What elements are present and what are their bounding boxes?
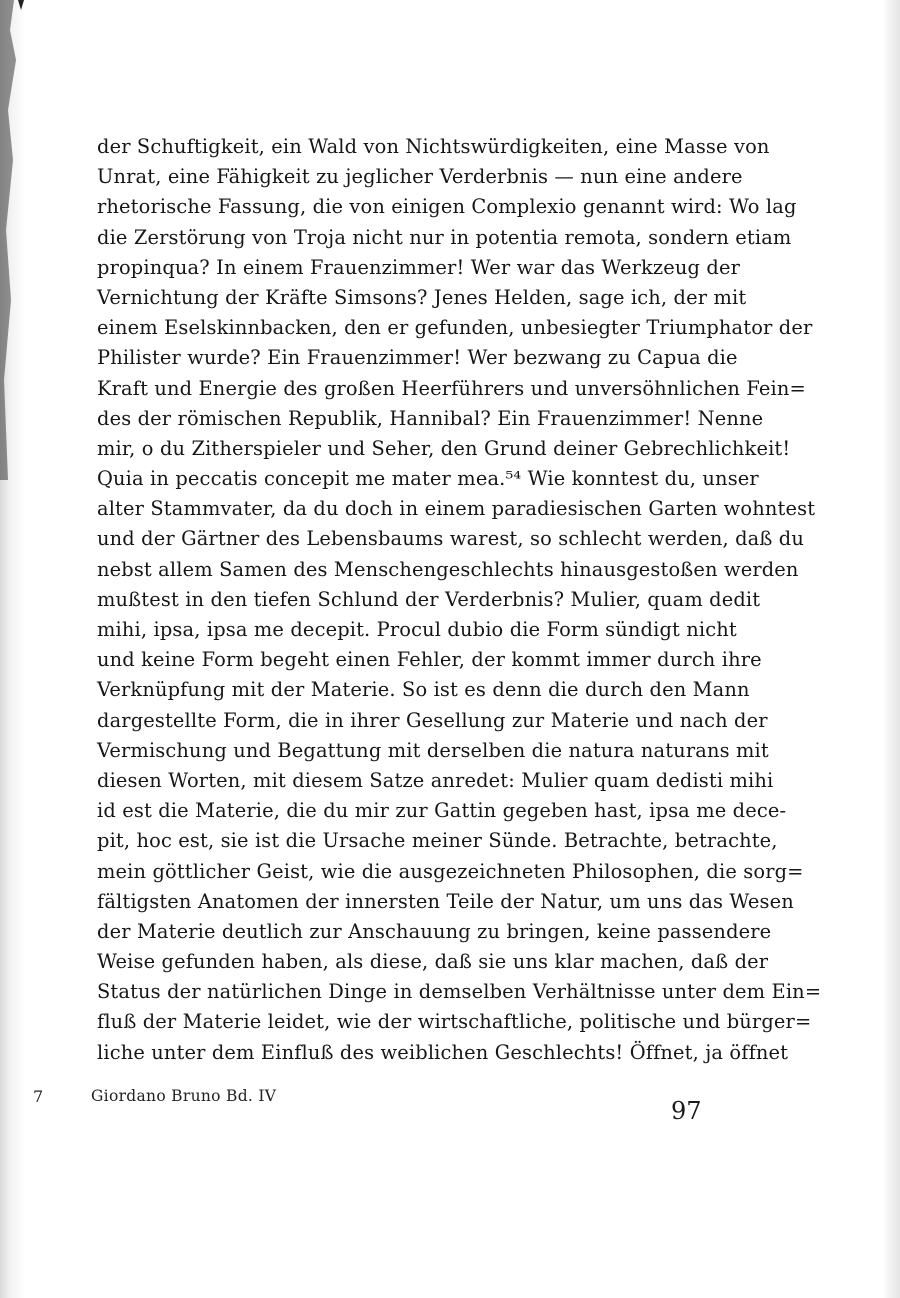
scan-right-edge — [882, 0, 900, 1298]
text-line: Unrat, eine Fähigkeit zu jeglicher Verderbnis — nun eine andere — [97, 165, 743, 189]
text-line: Weise gefunden haben, als diese, daß sie uns klar machen, daß der — [97, 950, 769, 974]
text-line: fluß der Materie leidet, wie der wirtschaftliche, politische und bürger= — [97, 1010, 812, 1034]
text-line: die Zerstörung von Troja nicht nur in potentia remota, sondern etiam — [97, 225, 792, 249]
text-line: Status der natürlichen Dinge in demselben Verhältnisse unter dem Ein= — [97, 980, 822, 1004]
text-line: mein göttlicher Geist, wie die ausgezeichneten Philosophen, die sorg= — [97, 859, 804, 883]
footer-title: Giordano Bruno Bd. IV — [91, 1087, 277, 1105]
text-line: und keine Form begeht einen Fehler, der kommt immer durch ihre — [97, 648, 762, 672]
text-line: Quia in peccatis concepit me mater mea.⁵⁴ Wie konntest du, unser — [97, 467, 759, 491]
text-line: einem Eselskinnbacken, den er gefunden, unbesiegter Triumphator der — [97, 316, 813, 340]
page-number: 97 — [671, 1097, 702, 1125]
text-line: dargestellte Form, die in ihrer Gesellung zur Materie und nach der — [97, 708, 768, 732]
text-line: liche unter dem Einfluß des weiblichen Geschlechts! Öffnet, ja öffnet — [97, 1040, 789, 1064]
text-line: und der Gärtner des Lebensbaums warest, so schlecht werden, daß du — [97, 527, 805, 551]
text-line: rhetorische Fassung, die von einigen Complexio genannt wird: Wo lag — [97, 195, 797, 219]
text-line: der Materie deutlich zur Anschauung zu bringen, keine passendere — [97, 919, 772, 943]
text-line: diesen Worten, mit diesem Satze anredet: Mulier quam dedisti mihi — [97, 768, 774, 792]
text-line: alter Stammvater, da du doch in einem paradiesischen Garten wohntest — [97, 497, 816, 521]
signature-mark: 7 — [33, 1087, 44, 1106]
text-line: mihi, ipsa, ipsa me decepit. Procul dubio die Form sündigt nicht — [97, 618, 737, 641]
text-line: der Schuftigkeit, ein Wald von Nichtswürdigkeiten, eine Masse von — [97, 135, 770, 158]
text-line: Philister wurde? Ein Frauenzimmer! Wer bezwang zu Capua die — [97, 346, 738, 370]
text-line: id est die Materie, die du mir zur Gattin gegeben hast, ipsa me dece- — [97, 799, 787, 823]
text-line: mir, o du Zitherspieler und Seher, den Grund deiner Gebrechlichkeit! — [97, 436, 791, 460]
text-line: Vermischung und Begattung mit derselben die natura naturans mit — [97, 738, 769, 762]
text-line: nebst allem Samen des Menschengeschlechts hinausgestoßen werden — [97, 557, 799, 581]
text-line: Verknüpfung mit der Materie. So ist es denn die durch den Mann — [97, 678, 750, 702]
text-line: mußtest in den tiefen Schlund der Verderbnis? Mulier, quam dedit — [97, 587, 761, 611]
body-text — [97, 132, 822, 1068]
text-line: pit, hoc est, sie ist die Ursache meiner Sünde. Betrachte, betrachte, — [97, 829, 778, 853]
text-line: des der römischen Republik, Hannibal? Ein Frauenzimmer! Nenne — [97, 406, 764, 430]
scan-binding-marks — [0, 0, 30, 480]
text-line: Kraft und Energie des großen Heerführers und unversöhnlichen Fein= — [97, 376, 806, 400]
text-line: Vernichtung der Kräfte Simsons? Jenes Helden, sage ich, der mit — [97, 285, 747, 309]
text-line: fältigsten Anatomen der innersten Teile der Natur, um uns das Wesen — [97, 889, 794, 913]
text-line: propinqua? In einem Frauenzimmer! Wer war das Werkzeug der — [97, 255, 741, 279]
